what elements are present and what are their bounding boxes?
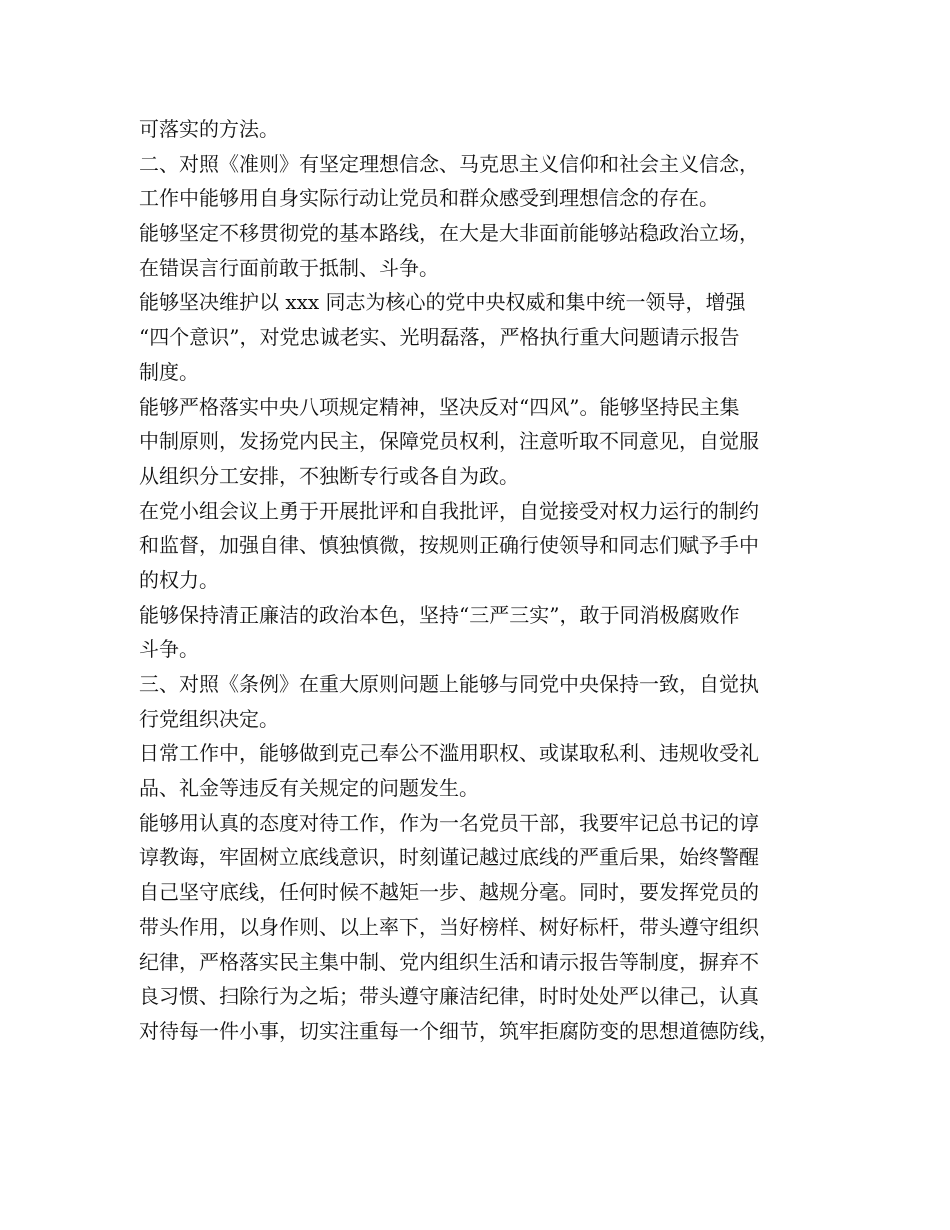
- text-line: 在错误言行面前敢于抵制、斗争。: [139, 255, 439, 280]
- text-line: 工作中能够用自身实际行动让党员和群众感受到理想信念的存在。: [139, 186, 719, 211]
- text-line: 和监督，加强自律、慎独慎微，按规则正确行使领导和同志们赋予手中: [139, 533, 759, 558]
- text-line: 品、礼金等违反有关规定的问题发生。: [139, 776, 479, 801]
- text-line: 可落实的方法。: [139, 117, 279, 141]
- text-line: 的权力。: [139, 567, 219, 592]
- text-line: 二、对照《准则》有坚定理想信念、马克思主义信仰和社会主义信念，: [139, 151, 759, 176]
- text-line: 制度。: [139, 359, 199, 384]
- text-line: 斗争。: [139, 637, 199, 662]
- text-line: 对待每一件小事，切实注重每一个细节，筑牢拒腐防变的思想道德防线，: [139, 1018, 779, 1043]
- text-line: 能够坚定不移贯彻党的基本路线，在大是大非面前能够站稳政治立场，: [139, 221, 759, 246]
- text-line: 三、对照《条例》在重大原则问题上能够与同党中央保持一致，自觉执: [139, 672, 759, 696]
- text-line: 自己坚守底线，任何时候不越矩一步、越规分毫。同时，要发挥党员的: [139, 880, 759, 905]
- text-line: 纪律，严格落实民主集中制、党内组织生活和请示报告等制度，摒弃不: [139, 949, 759, 974]
- text-line: 能够坚决维护以 xxx 同志为核心的党中央权威和集中统一领导，增强: [139, 290, 746, 315]
- text-line: 在党小组会议上勇于开展批评和自我批评，自觉接受对权力运行的制约: [139, 498, 759, 523]
- text-line: 行党组织决定。: [139, 706, 279, 731]
- text-line: 良习惯、扫除行为之垢；带头遵守廉洁纪律，时时处处严以律己，认真: [139, 984, 759, 1009]
- text-line: 带头作用，以身作则、以上率下，当好榜样、树好标杆，带头遵守组织: [139, 914, 759, 939]
- text-line: 谆教诲，牢固树立底线意识，时刻谨记越过底线的严重后果，始终警醒: [139, 845, 759, 870]
- text-line: 能够用认真的态度对待工作，作为一名党员干部，我要牢记总书记的谆: [139, 810, 759, 835]
- document-body: [139, 112, 829, 1049]
- text-line: 从组织分工安排，不独断专行或各自为政。: [139, 463, 519, 488]
- text-line: 中制原则，发扬党内民主，保障党员权利，注意听取不同意见，自觉服: [139, 429, 759, 454]
- text-line: 日常工作中，能够做到克己奉公不滥用职权、或谋取私利、违规收受礼: [139, 741, 759, 766]
- text-line: 能够保持清正廉洁的政治本色，坚持“三严三实”，敢于同消极腐败作: [139, 602, 740, 627]
- text-line: 能够严格落实中央八项规定精神，坚决反对“四风”。能够坚持民主集: [139, 394, 740, 419]
- text-line: “四个意识”，对党忠诚老实、光明磊落，严格执行重大问题请示报告: [139, 325, 740, 350]
